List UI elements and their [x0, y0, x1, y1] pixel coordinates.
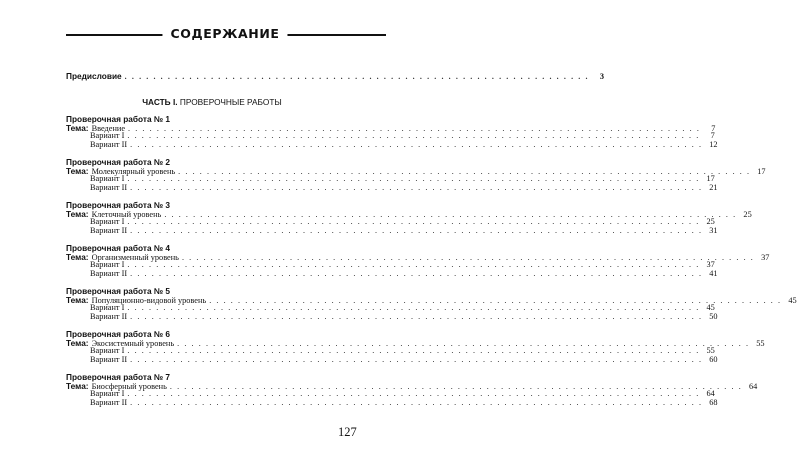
leader-dots: . . . . . . . . . . . . . . . . . . . . . . . . . . . . . . . . . . . . . . . . . . . . . . . . . . . . . . . . . . . . . . . . . . . . . . . . . . . . . . . . [169, 381, 743, 391]
topic-text: Биосферный уровень [91, 381, 167, 391]
variant-label: Вариант I [90, 174, 125, 183]
variant-label: Вариант I [90, 303, 125, 312]
topic-page: 64 [749, 381, 758, 391]
toc-preface-entry[interactable] [66, 70, 605, 82]
work-title-text: Проверочная работа № 5 [66, 286, 171, 296]
variant-label: Вариант I [90, 217, 125, 226]
topic-text: Популяционно-видовой уровень [91, 295, 207, 305]
variant-page: 31 [709, 225, 718, 235]
topic-page: 7 [711, 123, 716, 133]
variant-entry[interactable] [66, 268, 718, 280]
preface-label: Предисловие [66, 71, 122, 81]
leader-dots: . . . . . . . . . . . . . . . . . . . . . . . . . . . . . . . . . . . . . . . . . . . . . . . . . . . . . . . . . . . . . . . . . . . . . . . . . . . . . . . . [178, 166, 751, 176]
leader-dots: . . . . . . . . . . . . . . . . . . . . . . . . . . . . . . . . . . . . . . . . . . . . . . . . . . . . . . . . . . . . . . . . . . . . . . . . . . . . . . . . [177, 338, 750, 348]
variant-label: Вариант I [90, 389, 125, 398]
variant-entry[interactable] [66, 225, 718, 237]
leader-dots: . . . . . . . . . . . . . . . . . . . . . . . . . . . . . . . . . . . . . . . . . . . . . . . . . . . . . . . . . . . . . . . . . . . . . . . . . . . . . . . . [127, 131, 700, 140]
variant-page: 41 [709, 268, 718, 278]
topic-label: Тема: [66, 380, 89, 391]
work-title-text: Проверочная работа № 4 [66, 243, 171, 253]
variant-entry[interactable] [66, 311, 718, 323]
variant-label: Вариант II [90, 139, 128, 149]
topic-label: Тема: [66, 208, 89, 219]
variant-page: 68 [709, 397, 718, 407]
variant-entry[interactable] [66, 354, 718, 366]
variant-entry[interactable] [66, 397, 718, 409]
leader-dots: . . . . . . . . . . . . . . . . . . . . . . . . . . . . . . . . . . . . . . . . . . . . . . . . . . . . . . . . . . . . . . . . . . . . . . . . . . . . . . . . [130, 354, 703, 364]
variant-label: Вариант I [90, 131, 125, 140]
work-title-text: Проверочная работа № 3 [66, 200, 171, 210]
topic-text: Клеточный уровень [91, 209, 162, 219]
variant-page: 21 [709, 182, 718, 192]
leader-dots: . . . . . . . . . . . . . . . . . . . . . . . . . . . . . . . . . . . . . . . . . . . . . . . . . . . . . . . . . . . . . . . . . . . . . . . . . . . . . . . . [127, 389, 700, 398]
variant-page: 25 [706, 217, 715, 226]
topic-text: Организменный уровень [91, 252, 179, 262]
variant-page: 12 [709, 139, 718, 149]
variant-label: Вариант I [90, 346, 125, 355]
topic-label: Тема: [66, 337, 89, 348]
variant-label: Вариант I [90, 260, 125, 269]
part-prefix: ЧАСТЬ I. [142, 97, 178, 107]
variant-page: 17 [706, 174, 715, 183]
variant-label: Вариант II [90, 354, 128, 364]
leader-dots: . . . . . . . . . . . . . . . . . . . . . . . . . . . . . . . . . . . . . . . . . . . . . . . . . . . . . . . . . . . . . . . . . . . . . . . . . . . . . . . . [127, 260, 700, 269]
variant-page: 50 [709, 311, 718, 321]
leader-dots: . . . . . . . . . . . . . . . . . . . . . . . . . . . . . . . . . . . . . . . . . . . . . . . . . . . . . . . . . . . . . . . . . . . . . . . . . . . . . . . . [127, 346, 700, 355]
leader-dots: . . . . . . . . . . . . . . . . . . . . . . . . . . . . . . . . . . . . . . . . . . . . . . . . . . . . . . . . . . . . . . . . . [124, 72, 590, 81]
topic-label: Тема: [66, 251, 89, 262]
leader-dots: . . . . . . . . . . . . . . . . . . . . . . . . . . . . . . . . . . . . . . . . . . . . . . . . . . . . . . . . . . . . . . . . . . . . . . . . . . . . . . . . [130, 268, 703, 278]
topic-text: Молекулярный уровень [91, 166, 176, 176]
topic-label: Тема: [66, 294, 89, 305]
variant-page: 45 [706, 303, 715, 312]
topic-text: Экосистемный уровень [91, 338, 175, 348]
part-title: ПРОВЕРОЧНЫЕ РАБОТЫ [179, 97, 282, 107]
leader-dots: . . . . . . . . . . . . . . . . . . . . . . . . . . . . . . . . . . . . . . . . . . . . . . . . . . . . . . . . . . . . . . . . . . . . . . . . . . . . . . . . [128, 123, 701, 133]
variant-label: Вариант II [90, 397, 128, 407]
variant-label: Вариант II [90, 182, 128, 192]
variant-label: Вариант II [90, 268, 128, 278]
work-title-text: Проверочная работа № 1 [66, 114, 171, 124]
topic-text: Введение [91, 123, 126, 133]
leader-dots: . . . . . . . . . . . . . . . . . . . . . . . . . . . . . . . . . . . . . . . . . . . . . . . . . . . . . . . . . . . . . . . . . . . . . . . . . . . . . . . . [130, 182, 703, 192]
leader-dots: . . . . . . . . . . . . . . . . . . . . . . . . . . . . . . . . . . . . . . . . . . . . . . . . . . . . . . . . . . . . . . . . . . . . . . . . . . . . . . . . [127, 174, 700, 183]
topic-page: 45 [788, 295, 797, 305]
part-heading [66, 96, 358, 108]
preface-page: 3 [599, 72, 605, 81]
topic-label: Тема: [66, 122, 89, 133]
leader-dots: . . . . . . . . . . . . . . . . . . . . . . . . . . . . . . . . . . . . . . . . . . . . . . . . . . . . . . . . . . . . . . . . . . . . . . . . . . . . . . . . [209, 295, 782, 305]
leader-dots: . . . . . . . . . . . . . . . . . . . . . . . . . . . . . . . . . . . . . . . . . . . . . . . . . . . . . . . . . . . . . . . . . . . . . . . . . . . . . . . . [130, 397, 703, 407]
leader-dots: . . . . . . . . . . . . . . . . . . . . . . . . . . . . . . . . . . . . . . . . . . . . . . . . . . . . . . . . . . . . . . . . . . . . . . . . . . . . . . . . [127, 303, 700, 312]
variant-label: Вариант II [90, 225, 128, 235]
variant-page: 37 [706, 260, 715, 269]
topic-page: 55 [756, 338, 765, 348]
topic-page: 37 [761, 252, 770, 262]
leader-dots: . . . . . . . . . . . . . . . . . . . . . . . . . . . . . . . . . . . . . . . . . . . . . . . . . . . . . . . . . . . . . . . . . . . . . . . . . . . . . . . . [164, 209, 737, 219]
leader-dots: . . . . . . . . . . . . . . . . . . . . . . . . . . . . . . . . . . . . . . . . . . . . . . . . . . . . . . . . . . . . . . . . . . . . . . . . . . . . . . . . [130, 311, 703, 321]
leader-dots: . . . . . . . . . . . . . . . . . . . . . . . . . . . . . . . . . . . . . . . . . . . . . . . . . . . . . . . . . . . . . . . . . . . . . . . . . . . . . . . . [130, 139, 703, 149]
work-title-text: Проверочная работа № 7 [66, 372, 171, 382]
page-number: 127 [338, 425, 357, 439]
variant-page: 55 [706, 346, 715, 355]
work-title-text: Проверочная работа № 6 [66, 329, 171, 339]
variant-page: 7 [710, 131, 715, 140]
variant-label: Вариант II [90, 311, 128, 321]
leader-dots: . . . . . . . . . . . . . . . . . . . . . . . . . . . . . . . . . . . . . . . . . . . . . . . . . . . . . . . . . . . . . . . . . . . . . . . . . . . . . . . . [130, 225, 703, 235]
variant-page: 60 [709, 354, 718, 364]
leader-dots: . . . . . . . . . . . . . . . . . . . . . . . . . . . . . . . . . . . . . . . . . . . . . . . . . . . . . . . . . . . . . . . . . . . . . . . . . . . . . . . . [181, 252, 755, 262]
topic-page: 17 [757, 166, 766, 176]
variant-page: 64 [706, 389, 715, 398]
variant-entry[interactable] [66, 139, 718, 151]
topic-label: Тема: [66, 165, 89, 176]
work-title-text: Проверочная работа № 2 [66, 157, 171, 167]
page-title: СОДЕРЖАНИЕ [162, 25, 287, 43]
variant-entry[interactable] [66, 182, 718, 194]
leader-dots: . . . . . . . . . . . . . . . . . . . . . . . . . . . . . . . . . . . . . . . . . . . . . . . . . . . . . . . . . . . . . . . . . . . . . . . . . . . . . . . . [127, 217, 700, 226]
topic-page: 25 [743, 209, 752, 219]
